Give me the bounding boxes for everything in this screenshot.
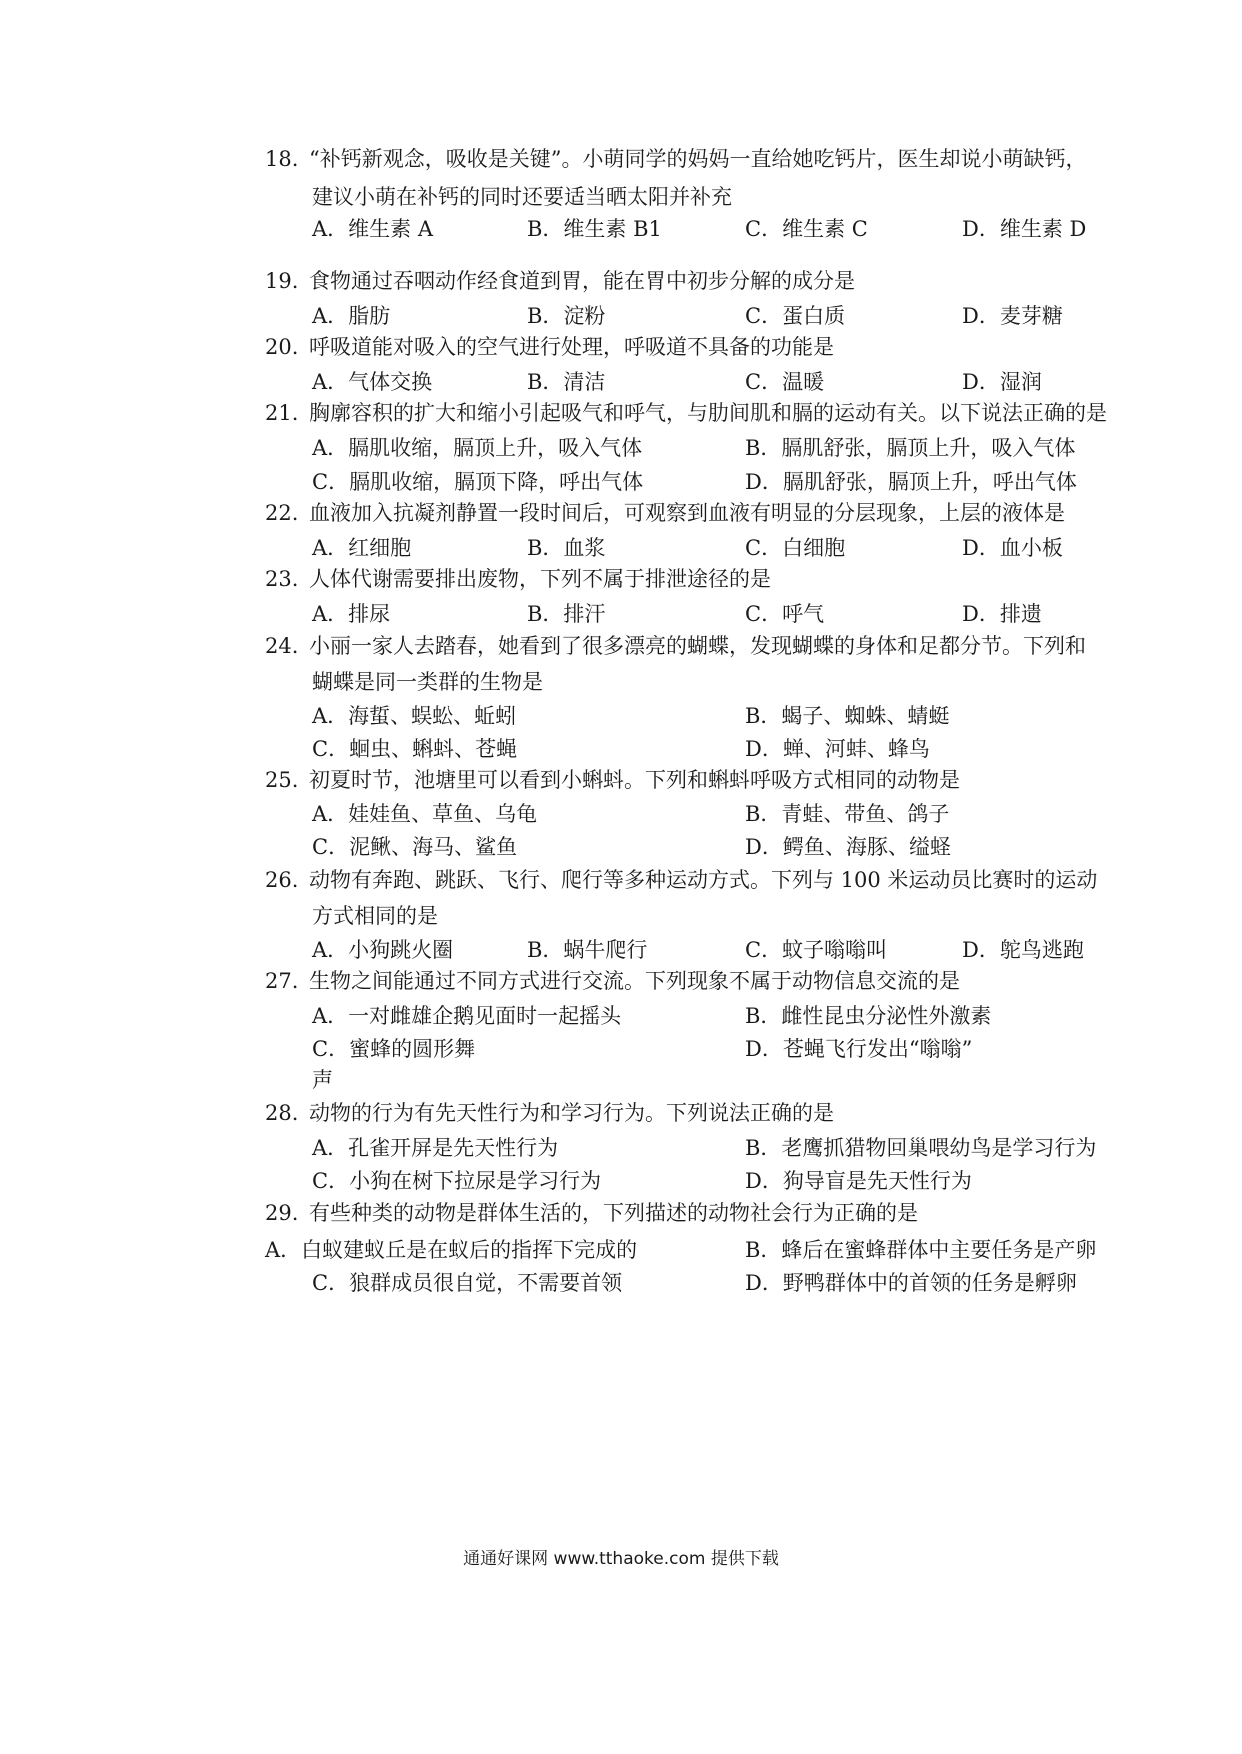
- question-text: 胸廓容积的扩大和缩小引起吸气和呼气，与肋间肌和膈的运动有关。以下说法正确的是: [309, 401, 1107, 425]
- option-b: B．血浆: [527, 536, 606, 560]
- option-b: B．排汗: [527, 602, 606, 626]
- option-b: B．维生素 B1: [527, 217, 662, 241]
- option-d: D．狗导盲是先天性行为: [745, 1169, 972, 1193]
- option-b: B．青蛙、带鱼、鸽子: [745, 802, 950, 826]
- option-a: A．孔雀开屏是先天性行为: [312, 1136, 559, 1160]
- option-d: D．鸵鸟逃跑: [962, 938, 1084, 962]
- question-number: 27.: [265, 969, 299, 993]
- option-c: C．白细胞: [745, 536, 846, 560]
- option-d-wrap: 声: [312, 1068, 333, 1092]
- question-number: 29.: [265, 1201, 299, 1225]
- question-text: “补钙新观念，吸收是关键”。小萌同学的妈妈一直给她吃钙片，医生却说小萌缺钙，: [309, 147, 1087, 171]
- question-number: 24.: [265, 634, 299, 658]
- question-number: 22.: [265, 501, 299, 525]
- option-a: A．气体交换: [312, 370, 433, 394]
- question-text: 血液加入抗凝剂静置一段时间后，可观察到血液有明显的分层现象，上层的液体是: [309, 501, 1065, 525]
- option-a: A．脂肪: [312, 304, 391, 328]
- question-text: 呼吸道能对吸入的空气进行处理，呼吸道不具备的功能是: [309, 335, 834, 359]
- option-b: B．雌性昆虫分泌性外激素: [745, 1004, 992, 1028]
- question-text: 小丽一家人去踏春，她看到了很多漂亮的蝴蝶，发现蝴蝶的身体和足都分节。下列和: [309, 634, 1086, 658]
- option-a: A．白蚁建蚁丘是在蚁后的指挥下完成的: [265, 1238, 638, 1262]
- option-a: A．娃娃鱼、草鱼、乌龟: [312, 802, 538, 826]
- option-d: D．维生素 D: [962, 217, 1087, 241]
- option-a: A．小狗跳火圈: [312, 938, 454, 962]
- option-a: A．排尿: [312, 602, 391, 626]
- question-19: [265, 265, 1165, 298]
- option-b: B．蝎子、蜘蛛、蜻蜓: [745, 704, 950, 728]
- option-a: A．维生素 A: [312, 217, 434, 241]
- question-25: [265, 764, 1165, 797]
- question-number: 19.: [265, 269, 299, 293]
- question-23: [265, 563, 1165, 596]
- question-text-cont: 方式相同的是: [312, 904, 438, 928]
- option-b: B．老鹰抓猎物回巢喂幼鸟是学习行为: [745, 1136, 1097, 1160]
- question-22: [265, 497, 1165, 530]
- option-c: C．呼气: [745, 602, 825, 626]
- question-number: 20.: [265, 335, 299, 359]
- option-c: C．膈肌收缩，膈顶下降，呼出气体: [312, 470, 644, 494]
- option-b: B．淀粉: [527, 304, 606, 328]
- question-number: 18.: [265, 147, 299, 171]
- question-text: 初夏时节，池塘里可以看到小蝌蚪。下列和蝌蚪呼吸方式相同的动物是: [309, 768, 960, 792]
- option-a: A．膈肌收缩，膈顶上升，吸入气体: [312, 436, 643, 460]
- option-c: C．泥鳅、海马、鲨鱼: [312, 835, 518, 859]
- option-c: C．蜜蜂的圆形舞: [312, 1037, 476, 1061]
- option-c: C．温暖: [745, 370, 825, 394]
- question-text: 人体代谢需要排出废物，下列不属于排泄途径的是: [309, 567, 771, 591]
- option-d: D．鳄鱼、海豚、缢蛏: [745, 835, 951, 859]
- option-d: D．湿润: [962, 370, 1042, 394]
- option-b: B．膈肌舒张，膈顶上升，吸入气体: [745, 436, 1076, 460]
- option-b: B．蜂后在蜜蜂群体中主要任务是产卵: [745, 1238, 1097, 1262]
- question-28: [265, 1097, 1165, 1130]
- question-text: 食物通过吞咽动作经食道到胃，能在胃中初步分解的成分是: [309, 269, 855, 293]
- question-number: 21.: [265, 401, 299, 425]
- option-c: C．蚊子嗡嗡叫: [745, 938, 888, 962]
- question-number: 23.: [265, 567, 299, 591]
- question-24: [265, 630, 1165, 663]
- option-a: A．一对雌雄企鹅见面时一起摇头: [312, 1004, 622, 1028]
- question-number: 28.: [265, 1101, 299, 1125]
- option-b: B．清洁: [527, 370, 606, 394]
- question-number: 25.: [265, 768, 299, 792]
- option-d: D．排遗: [962, 602, 1042, 626]
- question-18: [265, 143, 1165, 176]
- question-21: [265, 397, 1165, 430]
- question-number: 26.: [265, 868, 299, 892]
- option-d: D．苍蝇飞行发出“嗡嗡”: [745, 1037, 973, 1061]
- option-d: D．蝉、河蚌、蜂鸟: [745, 737, 930, 761]
- option-a: A．海蜇、蜈蚣、蚯蚓: [312, 704, 517, 728]
- option-d: D．麦芽糖: [962, 304, 1063, 328]
- question-text: 生物之间能通过不同方式进行交流。下列现象不属于动物信息交流的是: [309, 969, 960, 993]
- question-text: 动物有奔跑、跳跃、飞行、爬行等多种运动方式。下列与 100 米运动员比赛时的运动: [309, 868, 1098, 892]
- option-a: A．红细胞: [312, 536, 412, 560]
- option-d: D．野鸭群体中的首领的任务是孵卵: [745, 1271, 1077, 1295]
- option-d: D．血小板: [962, 536, 1063, 560]
- question-29: [265, 1197, 1165, 1230]
- question-text-cont: 建议小萌在补钙的同时还要适当晒太阳并补充: [312, 185, 732, 209]
- option-c: C．维生素 C: [745, 217, 868, 241]
- footer-text: 通通好课网 www.tthaoke.com 提供下载: [463, 1549, 779, 1569]
- question-20: [265, 331, 1165, 364]
- question-text-cont: 蝴蝶是同一类群的生物是: [312, 670, 543, 694]
- option-d: D．膈肌舒张，膈顶上升，呼出气体: [745, 470, 1077, 494]
- option-b: B．蜗牛爬行: [527, 938, 648, 962]
- option-c: C．蛋白质: [745, 304, 846, 328]
- option-c: C．小狗在树下拉尿是学习行为: [312, 1169, 602, 1193]
- question-27: [265, 965, 1165, 998]
- option-c: C．蛔虫、蝌蚪、苍蝇: [312, 737, 518, 761]
- option-c: C．狼群成员很自觉，不需要首领: [312, 1271, 623, 1295]
- question-26: [265, 864, 1165, 897]
- question-text: 有些种类的动物是群体生活的，下列描述的动物社会行为正确的是: [309, 1201, 918, 1225]
- question-text: 动物的行为有先天性行为和学习行为。下列说法正确的是: [309, 1101, 834, 1125]
